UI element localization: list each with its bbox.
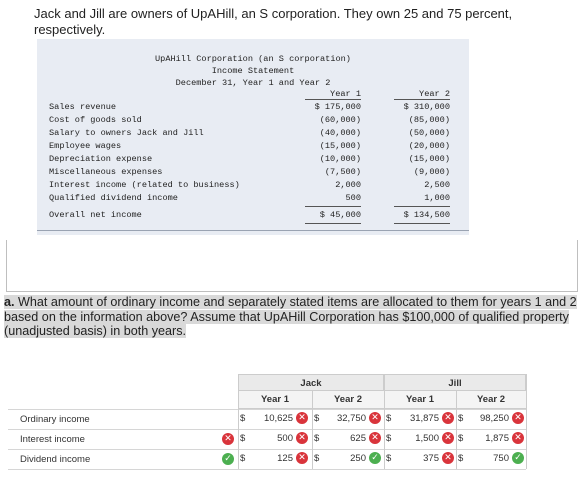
- jill-y1-ordinary-input[interactable]: 31,875: [409, 413, 439, 424]
- total-double-underline-1: [305, 223, 361, 224]
- col-divider: [312, 391, 313, 469]
- incorrect-icon: ✕: [512, 412, 524, 424]
- statement-row: Employee wages (15,000) (20,000): [49, 141, 450, 151]
- col-divider: [384, 374, 385, 469]
- jill-y1-interest-input[interactable]: 1,500: [415, 433, 439, 444]
- col-year1: Year 1: [330, 89, 361, 99]
- currency-symbol: $: [458, 453, 464, 464]
- jack-y2-ordinary-input[interactable]: 32,750: [336, 413, 366, 424]
- statement-bottom-rule: [37, 230, 469, 231]
- intro-text: Jack and Jill are owners of UpAHill, an S corporation. They own 25 and 75 percent, respectively.: [34, 6, 513, 37]
- jack-header: Jack: [238, 374, 384, 391]
- currency-symbol: $: [386, 453, 392, 464]
- currency-symbol: $: [240, 413, 246, 424]
- currency-symbol: $: [386, 413, 392, 424]
- jill-year1-header: Year 1: [384, 391, 456, 409]
- total-double-underline-2: [394, 223, 450, 224]
- currency-symbol: $: [240, 433, 246, 444]
- total-underline-2: [394, 206, 450, 207]
- currency-symbol: $: [314, 433, 320, 444]
- row-label-dividend-income: Dividend income: [20, 454, 91, 465]
- currency-symbol: $: [314, 413, 320, 424]
- question-body: What amount of ordinary income and separately stated items are allocated to them for years 1 and 2 based on the information above? Assume that UpAHill Corporation has $100,000 of qualified property (unadjusted basis) in both years.: [4, 295, 577, 338]
- statement-row: Miscellaneous expenses (7,500) (9,000): [49, 167, 450, 177]
- jill-y2-ordinary-input[interactable]: 98,250: [479, 413, 509, 424]
- statement-row: Qualified dividend income 500 1,000: [49, 193, 450, 203]
- incorrect-icon: ✕: [296, 412, 308, 424]
- incorrect-icon: ✕: [442, 452, 454, 464]
- jack-year2-header: Year 2: [312, 391, 384, 409]
- statement-row: Interest income (related to business) 2,000 2,500: [49, 180, 450, 190]
- statement-frame: [6, 240, 578, 292]
- answer-table: [8, 374, 528, 470]
- currency-symbol: $: [458, 413, 464, 424]
- question-label: a.: [4, 295, 15, 309]
- jack-y1-dividend-input[interactable]: 125: [277, 453, 293, 464]
- incorrect-icon: ✕: [369, 432, 381, 444]
- jill-y1-dividend-input[interactable]: 375: [423, 453, 439, 464]
- jill-header: Jill: [384, 374, 526, 391]
- jill-y2-interest-input[interactable]: 1,875: [485, 433, 509, 444]
- incorrect-icon: ✕: [369, 412, 381, 424]
- row-incorrect-icon: ✕: [222, 433, 234, 445]
- jack-y2-dividend-input[interactable]: 250: [350, 453, 366, 464]
- jack-y2-interest-input[interactable]: 625: [350, 433, 366, 444]
- row-correct-icon: ✓: [222, 453, 234, 465]
- jill-year2-header: Year 2: [456, 391, 526, 409]
- incorrect-icon: ✕: [442, 432, 454, 444]
- statement-row: Sales revenue $ 175,000 $ 310,000: [49, 102, 450, 112]
- correct-icon: ✓: [369, 452, 381, 464]
- currency-symbol: $: [458, 433, 464, 444]
- statement-subtitle: Income Statement: [211, 66, 295, 76]
- incorrect-icon: ✕: [442, 412, 454, 424]
- jack-year1-header: Year 1: [238, 391, 312, 409]
- statement-row: Salary to owners Jack and Jill (40,000) (50,000): [49, 128, 450, 138]
- total-underline-1: [305, 206, 361, 207]
- row-label-ordinary-income: Ordinary income: [20, 414, 90, 425]
- statement-row: Cost of goods sold (60,000) (85,000): [49, 115, 450, 125]
- incorrect-icon: ✕: [296, 452, 308, 464]
- statement-date: December 31, Year 1 and Year 2: [175, 78, 331, 88]
- jill-y2-dividend-input[interactable]: 750: [493, 453, 509, 464]
- statement-title: UpAHill Corporation (an S corporation): [155, 54, 351, 64]
- col-divider: [456, 391, 457, 469]
- statement-row: Depreciation expense (10,000) (15,000): [49, 154, 450, 164]
- col2-underline: [394, 99, 450, 100]
- correct-icon: ✓: [512, 452, 524, 464]
- col-divider: [526, 374, 527, 469]
- jack-y1-interest-input[interactable]: 500: [277, 433, 293, 444]
- col-divider: [238, 391, 239, 469]
- row-label-interest-income: Interest income: [20, 434, 85, 445]
- income-statement: [37, 39, 469, 235]
- incorrect-icon: ✕: [512, 432, 524, 444]
- col1-underline: [305, 99, 361, 100]
- incorrect-icon: ✕: [296, 432, 308, 444]
- question-text: [4, 295, 582, 339]
- jack-y1-ordinary-input[interactable]: 10,625: [263, 413, 293, 424]
- currency-symbol: $: [240, 453, 246, 464]
- statement-total-row: Overall net income $ 45,000 $ 134,500: [49, 210, 450, 220]
- currency-symbol: $: [386, 433, 392, 444]
- col-year2: Year 2: [419, 89, 450, 99]
- currency-symbol: $: [314, 453, 320, 464]
